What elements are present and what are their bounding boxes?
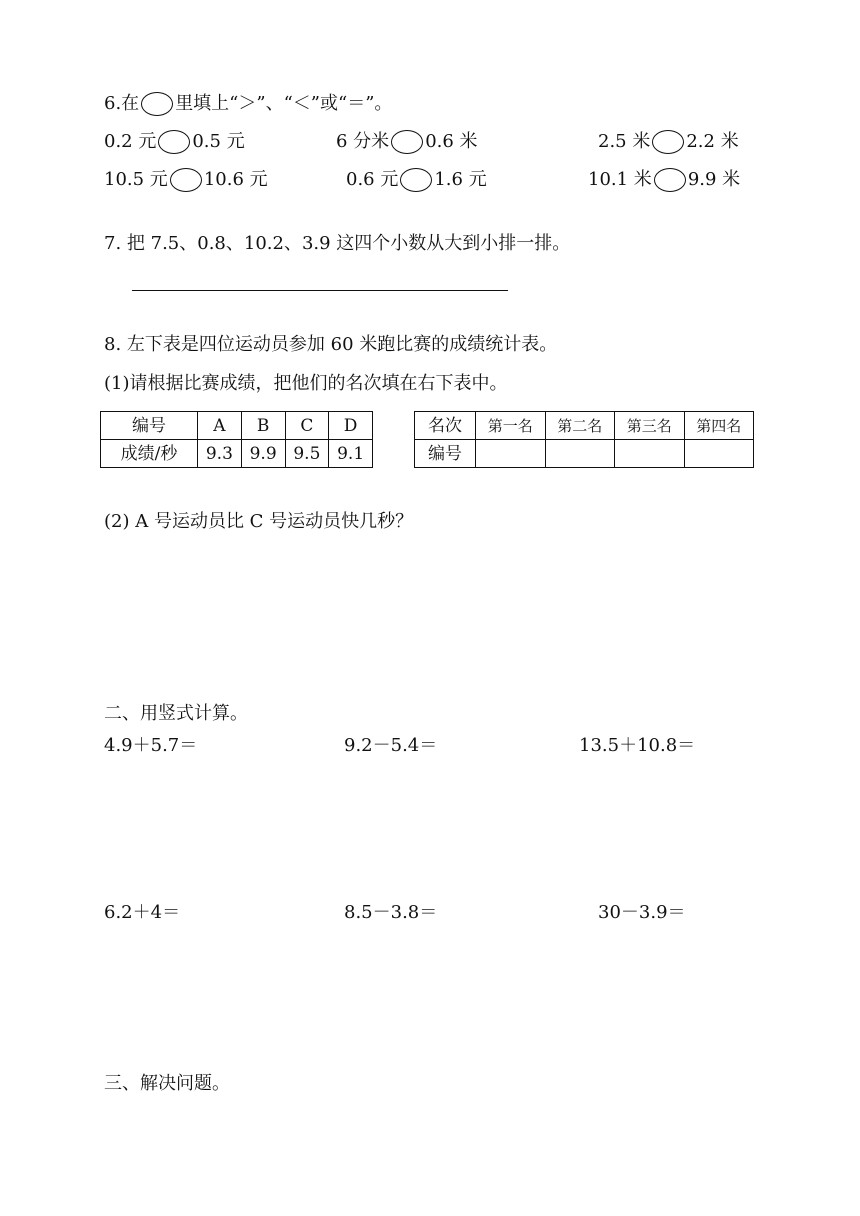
blank-oval [141, 92, 173, 116]
answer-oval[interactable] [654, 168, 686, 192]
q8-sub2: (2) A 号运动员比 C 号运动员快几秒？ [104, 511, 414, 532]
calc-problem: 6.2＋4＝ [104, 902, 181, 923]
table-cell: B [241, 412, 285, 440]
compare-item [104, 168, 268, 192]
compare-left: 2.5 米 [598, 131, 651, 152]
compare-item [588, 168, 740, 192]
table-cell: D [329, 412, 373, 440]
compare-item [104, 130, 245, 154]
table-row [415, 412, 754, 440]
section-title: 二、用竖式计算。 [104, 703, 248, 724]
answer-oval[interactable] [652, 130, 684, 154]
q6-suffix: 里填上“＞”、“＜”或“＝”。 [175, 93, 393, 114]
q8-sub1: (1)请根据比赛成绩，把他们的名次填在右下表中。 [104, 373, 508, 394]
compare-left: 6 分米 [336, 131, 390, 152]
compare-left: 10.1 米 [588, 169, 652, 190]
table-cell: 名次 [415, 412, 476, 440]
table-row [415, 440, 754, 468]
calc-problem: 13.5＋10.8＝ [579, 735, 696, 756]
compare-left: 0.6 元 [346, 169, 399, 190]
compare-right: 9.9 米 [687, 169, 741, 190]
section-title: 三、解决问题。 [104, 1073, 230, 1094]
table-cell: 9.9 [241, 440, 285, 468]
calc-problem: 4.9＋5.7＝ [104, 735, 198, 756]
table-cell: 编号 [415, 440, 476, 468]
table-row [101, 412, 373, 440]
compare-left: 10.5 元 [104, 169, 168, 190]
calc-problem: 8.5－3.8＝ [344, 902, 438, 923]
compare-right: 2.2 米 [686, 131, 739, 152]
compare-right: 1.6 元 [434, 169, 487, 190]
answer-cell[interactable] [545, 440, 615, 468]
table-cell: 9.3 [198, 440, 242, 468]
answer-cell[interactable] [684, 440, 754, 468]
compare-right: 0.6 米 [425, 131, 478, 152]
table-cell: A [198, 412, 242, 440]
compare-right: 10.6 元 [203, 169, 268, 190]
answer-oval[interactable] [158, 130, 190, 154]
q6-instruction [104, 92, 392, 116]
compare-left: 0.2 元 [104, 131, 157, 152]
table-cell: C [285, 412, 329, 440]
answer-cell[interactable] [476, 440, 546, 468]
answer-oval[interactable] [170, 168, 202, 192]
table-cell: 第三名 [615, 412, 685, 440]
compare-item [336, 130, 478, 154]
answer-oval[interactable] [391, 130, 423, 154]
table-cell: 9.5 [285, 440, 329, 468]
compare-right: 0.5 元 [192, 131, 245, 152]
table-cell: 第四名 [684, 412, 754, 440]
table-cell: 第一名 [476, 412, 546, 440]
q6-prefix: 6.在 [104, 93, 140, 114]
table-cell: 成绩/秒 [101, 440, 198, 468]
answer-line[interactable] [132, 290, 508, 291]
q7-text: 7. 把 7.5、0.8、10.2、3.9 这四个小数从大到小排一排。 [104, 233, 571, 254]
compare-item [346, 168, 487, 192]
score-table [100, 411, 373, 468]
table-cell: 编号 [101, 412, 198, 440]
table-cell: 9.1 [329, 440, 373, 468]
ranking-table [414, 411, 754, 468]
table-cell: 第二名 [545, 412, 615, 440]
table-row [101, 440, 373, 468]
q8-text: 8. 左下表是四位运动员参加 60 米跑比赛的成绩统计表。 [104, 334, 558, 355]
calc-problem: 30－3.9＝ [598, 902, 686, 923]
calc-problem: 9.2－5.4＝ [344, 735, 438, 756]
answer-cell[interactable] [615, 440, 685, 468]
compare-item [598, 130, 739, 154]
answer-oval[interactable] [400, 168, 432, 192]
